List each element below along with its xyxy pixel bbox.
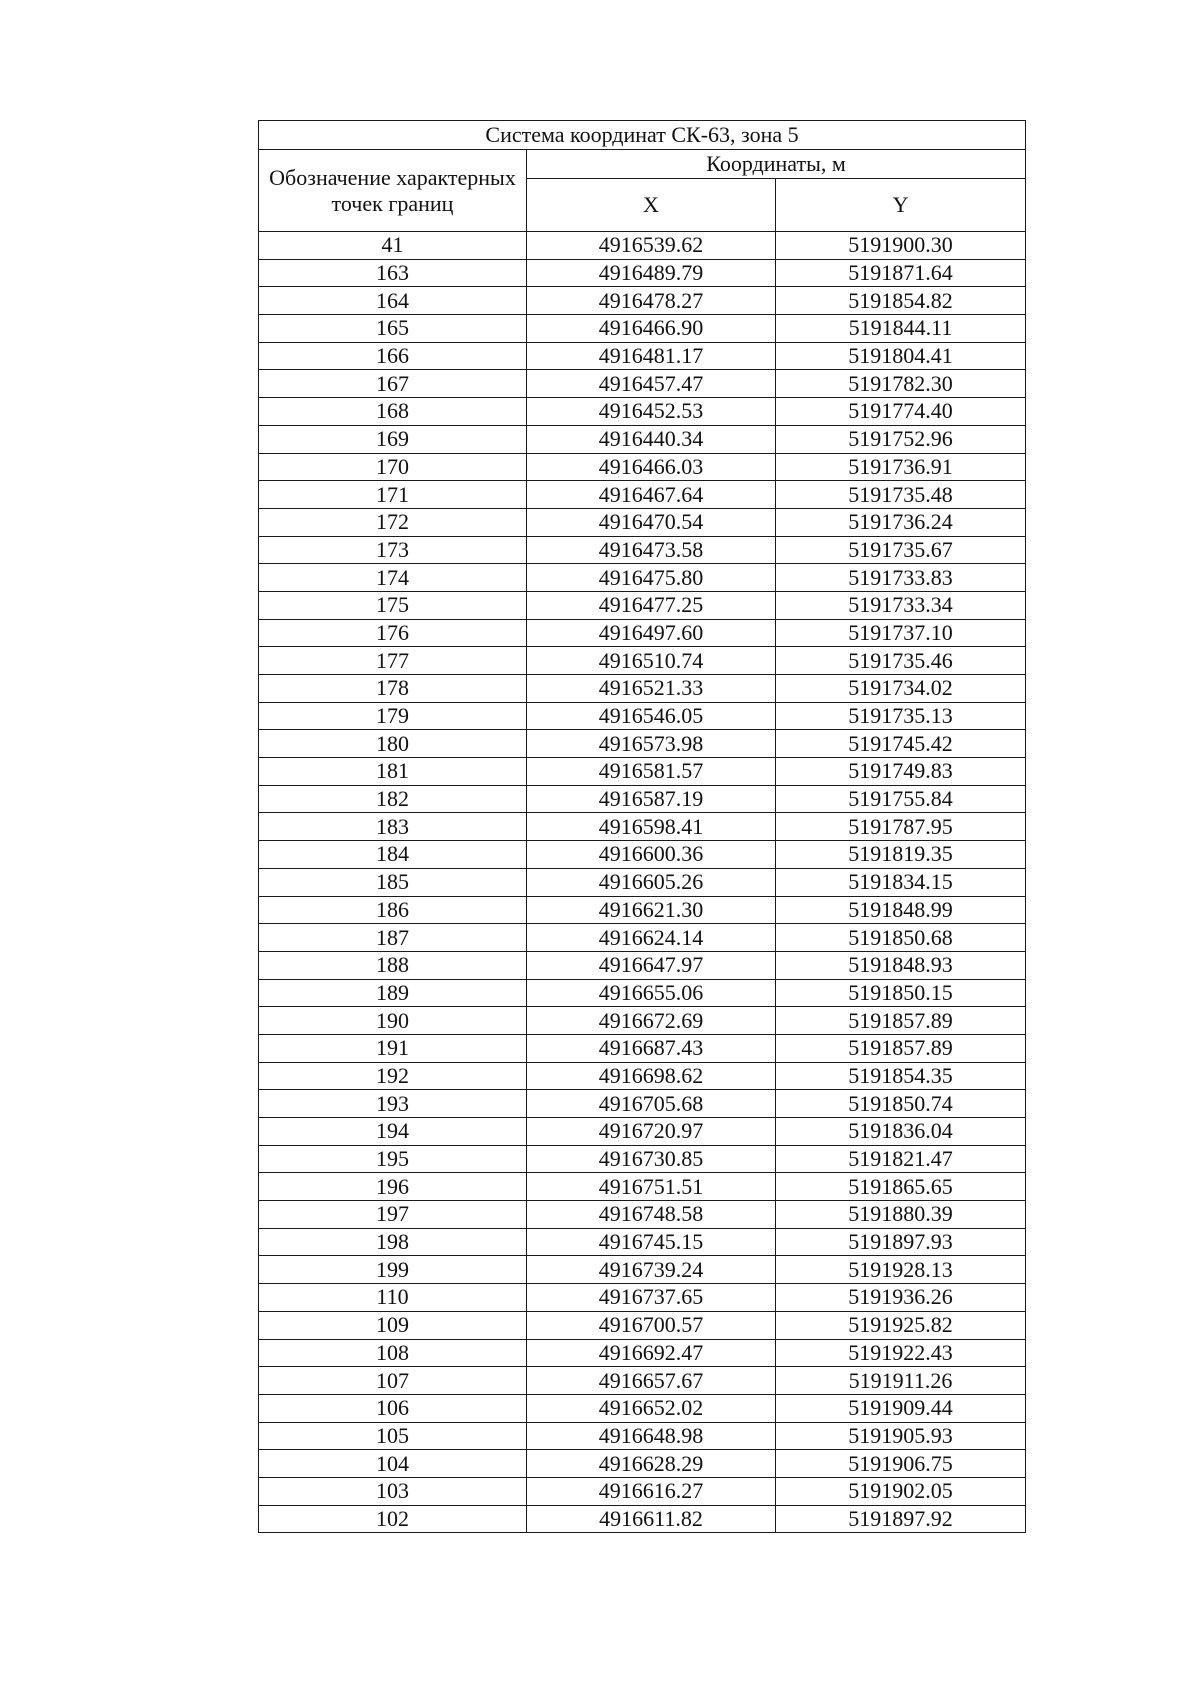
x-cell: 4916481.17 <box>527 342 776 370</box>
point-cell: 188 <box>259 951 527 979</box>
table-row <box>259 896 1026 924</box>
y-cell: 5191900.30 <box>776 232 1026 260</box>
point-cell: 171 <box>259 481 527 509</box>
y-cell: 5191922.43 <box>776 1339 1026 1367</box>
x-cell: 4916698.62 <box>527 1062 776 1090</box>
x-cell: 4916655.06 <box>527 979 776 1007</box>
x-cell: 4916587.19 <box>527 785 776 813</box>
point-cell: 110 <box>259 1284 527 1312</box>
point-cell: 168 <box>259 398 527 426</box>
x-cell: 4916648.98 <box>527 1422 776 1450</box>
y-cell: 5191735.46 <box>776 647 1026 675</box>
table-row <box>259 1007 1026 1035</box>
x-cell: 4916739.24 <box>527 1256 776 1284</box>
point-cell: 108 <box>259 1339 527 1367</box>
point-cell: 172 <box>259 508 527 536</box>
header-coordinates: Координаты, м <box>527 150 1026 179</box>
y-cell: 5191733.83 <box>776 564 1026 592</box>
point-cell: 164 <box>259 287 527 315</box>
y-cell: 5191854.35 <box>776 1062 1026 1090</box>
y-cell: 5191857.89 <box>776 1034 1026 1062</box>
point-cell: 163 <box>259 259 527 287</box>
y-cell: 5191782.30 <box>776 370 1026 398</box>
point-cell: 167 <box>259 370 527 398</box>
point-cell: 183 <box>259 813 527 841</box>
y-cell: 5191804.41 <box>776 342 1026 370</box>
table-row <box>259 398 1026 426</box>
y-cell: 5191897.92 <box>776 1505 1026 1533</box>
x-cell: 4916745.15 <box>527 1228 776 1256</box>
x-cell: 4916628.29 <box>527 1450 776 1478</box>
table-row <box>259 868 1026 896</box>
table-row <box>259 647 1026 675</box>
table-row <box>259 619 1026 647</box>
table-row <box>259 924 1026 952</box>
table-row <box>259 813 1026 841</box>
point-cell: 107 <box>259 1367 527 1395</box>
y-cell: 5191755.84 <box>776 785 1026 813</box>
y-cell: 5191735.48 <box>776 481 1026 509</box>
y-cell: 5191897.93 <box>776 1228 1026 1256</box>
table-row <box>259 536 1026 564</box>
x-cell: 4916440.34 <box>527 425 776 453</box>
table-row <box>259 1284 1026 1312</box>
point-cell: 185 <box>259 868 527 896</box>
x-cell: 4916475.80 <box>527 564 776 592</box>
table-row <box>259 979 1026 1007</box>
point-cell: 109 <box>259 1311 527 1339</box>
y-cell: 5191848.99 <box>776 896 1026 924</box>
table-row <box>259 785 1026 813</box>
point-cell: 102 <box>259 1505 527 1533</box>
x-cell: 4916720.97 <box>527 1118 776 1146</box>
y-cell: 5191850.68 <box>776 924 1026 952</box>
y-cell: 5191735.13 <box>776 702 1026 730</box>
x-cell: 4916600.36 <box>527 841 776 869</box>
y-cell: 5191752.96 <box>776 425 1026 453</box>
point-cell: 169 <box>259 425 527 453</box>
point-cell: 199 <box>259 1256 527 1284</box>
point-cell: 193 <box>259 1090 527 1118</box>
table-row <box>259 730 1026 758</box>
x-cell: 4916467.64 <box>527 481 776 509</box>
table-row <box>259 1422 1026 1450</box>
x-cell: 4916730.85 <box>527 1145 776 1173</box>
y-cell: 5191821.47 <box>776 1145 1026 1173</box>
table-row <box>259 315 1026 343</box>
table-row <box>259 508 1026 536</box>
point-cell: 189 <box>259 979 527 1007</box>
x-cell: 4916489.79 <box>527 259 776 287</box>
x-cell: 4916692.47 <box>527 1339 776 1367</box>
y-cell: 5191902.05 <box>776 1477 1026 1505</box>
table-row <box>259 481 1026 509</box>
x-cell: 4916611.82 <box>527 1505 776 1533</box>
point-cell: 197 <box>259 1201 527 1229</box>
point-cell: 182 <box>259 785 527 813</box>
table-row <box>259 1173 1026 1201</box>
x-cell: 4916700.57 <box>527 1311 776 1339</box>
y-cell: 5191787.95 <box>776 813 1026 841</box>
x-cell: 4916466.90 <box>527 315 776 343</box>
y-cell: 5191774.40 <box>776 398 1026 426</box>
table-row <box>259 453 1026 481</box>
x-cell: 4916497.60 <box>527 619 776 647</box>
y-cell: 5191871.64 <box>776 259 1026 287</box>
coordinates-table <box>258 120 1026 1533</box>
x-cell: 4916452.53 <box>527 398 776 426</box>
y-cell: 5191925.82 <box>776 1311 1026 1339</box>
x-cell: 4916748.58 <box>527 1201 776 1229</box>
point-cell: 166 <box>259 342 527 370</box>
x-cell: 4916705.68 <box>527 1090 776 1118</box>
y-cell: 5191865.65 <box>776 1173 1026 1201</box>
table-row <box>259 1256 1026 1284</box>
table-title: Система координат СК-63, зона 5 <box>259 121 1026 150</box>
table-row <box>259 232 1026 260</box>
table-row <box>259 675 1026 703</box>
point-cell: 170 <box>259 453 527 481</box>
y-cell: 5191850.15 <box>776 979 1026 1007</box>
y-cell: 5191834.15 <box>776 868 1026 896</box>
x-cell: 4916457.47 <box>527 370 776 398</box>
table-row <box>259 1505 1026 1533</box>
x-cell: 4916473.58 <box>527 536 776 564</box>
y-cell: 5191909.44 <box>776 1394 1026 1422</box>
y-cell: 5191928.13 <box>776 1256 1026 1284</box>
table-row <box>259 702 1026 730</box>
point-cell: 196 <box>259 1173 527 1201</box>
table-row <box>259 1367 1026 1395</box>
y-cell: 5191736.91 <box>776 453 1026 481</box>
x-cell: 4916605.26 <box>527 868 776 896</box>
y-cell: 5191749.83 <box>776 758 1026 786</box>
table-row <box>259 1394 1026 1422</box>
table-row <box>259 370 1026 398</box>
y-cell: 5191857.89 <box>776 1007 1026 1035</box>
table-row <box>259 1201 1026 1229</box>
point-cell: 179 <box>259 702 527 730</box>
point-cell: 195 <box>259 1145 527 1173</box>
header-point-designation: Обозначение характерных точек границ <box>259 150 527 232</box>
x-cell: 4916573.98 <box>527 730 776 758</box>
table-row <box>259 951 1026 979</box>
point-cell: 187 <box>259 924 527 952</box>
header-x: X <box>527 179 776 232</box>
table-row <box>259 1228 1026 1256</box>
table-row <box>259 1034 1026 1062</box>
point-cell: 192 <box>259 1062 527 1090</box>
table-row <box>259 591 1026 619</box>
table-row <box>259 1477 1026 1505</box>
y-cell: 5191736.24 <box>776 508 1026 536</box>
point-cell: 173 <box>259 536 527 564</box>
x-cell: 4916521.33 <box>527 675 776 703</box>
x-cell: 4916737.65 <box>527 1284 776 1312</box>
y-cell: 5191854.82 <box>776 287 1026 315</box>
point-cell: 104 <box>259 1450 527 1478</box>
x-cell: 4916624.14 <box>527 924 776 952</box>
x-cell: 4916478.27 <box>527 287 776 315</box>
point-cell: 184 <box>259 841 527 869</box>
table-row <box>259 342 1026 370</box>
x-cell: 4916672.69 <box>527 1007 776 1035</box>
table-row <box>259 564 1026 592</box>
x-cell: 4916652.02 <box>527 1394 776 1422</box>
point-cell: 106 <box>259 1394 527 1422</box>
y-cell: 5191733.34 <box>776 591 1026 619</box>
point-cell: 178 <box>259 675 527 703</box>
table-body <box>259 232 1026 1533</box>
y-cell: 5191936.26 <box>776 1284 1026 1312</box>
table-row <box>259 1311 1026 1339</box>
header-y: Y <box>776 179 1026 232</box>
y-cell: 5191905.93 <box>776 1422 1026 1450</box>
table-row <box>259 1450 1026 1478</box>
table-row <box>259 758 1026 786</box>
table-row <box>259 841 1026 869</box>
y-cell: 5191906.75 <box>776 1450 1026 1478</box>
x-cell: 4916598.41 <box>527 813 776 841</box>
y-cell: 5191911.26 <box>776 1367 1026 1395</box>
point-cell: 165 <box>259 315 527 343</box>
table-row <box>259 287 1026 315</box>
table-row <box>259 1145 1026 1173</box>
y-cell: 5191850.74 <box>776 1090 1026 1118</box>
point-cell: 41 <box>259 232 527 260</box>
x-cell: 4916477.25 <box>527 591 776 619</box>
y-cell: 5191844.11 <box>776 315 1026 343</box>
x-cell: 4916687.43 <box>527 1034 776 1062</box>
y-cell: 5191737.10 <box>776 619 1026 647</box>
point-cell: 190 <box>259 1007 527 1035</box>
point-cell: 177 <box>259 647 527 675</box>
y-cell: 5191836.04 <box>776 1118 1026 1146</box>
x-cell: 4916751.51 <box>527 1173 776 1201</box>
x-cell: 4916657.67 <box>527 1367 776 1395</box>
table-row <box>259 259 1026 287</box>
x-cell: 4916621.30 <box>527 896 776 924</box>
table-row <box>259 1062 1026 1090</box>
table-row <box>259 1339 1026 1367</box>
point-cell: 186 <box>259 896 527 924</box>
x-cell: 4916539.62 <box>527 232 776 260</box>
table-row <box>259 425 1026 453</box>
x-cell: 4916546.05 <box>527 702 776 730</box>
x-cell: 4916581.57 <box>527 758 776 786</box>
point-cell: 103 <box>259 1477 527 1505</box>
point-cell: 198 <box>259 1228 527 1256</box>
table-row <box>259 1090 1026 1118</box>
y-cell: 5191745.42 <box>776 730 1026 758</box>
y-cell: 5191848.93 <box>776 951 1026 979</box>
y-cell: 5191734.02 <box>776 675 1026 703</box>
x-cell: 4916510.74 <box>527 647 776 675</box>
point-cell: 174 <box>259 564 527 592</box>
x-cell: 4916647.97 <box>527 951 776 979</box>
point-cell: 176 <box>259 619 527 647</box>
point-cell: 180 <box>259 730 527 758</box>
point-cell: 105 <box>259 1422 527 1450</box>
point-cell: 175 <box>259 591 527 619</box>
y-cell: 5191735.67 <box>776 536 1026 564</box>
point-cell: 191 <box>259 1034 527 1062</box>
y-cell: 5191819.35 <box>776 841 1026 869</box>
table-row <box>259 1118 1026 1146</box>
x-cell: 4916466.03 <box>527 453 776 481</box>
y-cell: 5191880.39 <box>776 1201 1026 1229</box>
point-cell: 181 <box>259 758 527 786</box>
point-cell: 194 <box>259 1118 527 1146</box>
x-cell: 4916470.54 <box>527 508 776 536</box>
x-cell: 4916616.27 <box>527 1477 776 1505</box>
